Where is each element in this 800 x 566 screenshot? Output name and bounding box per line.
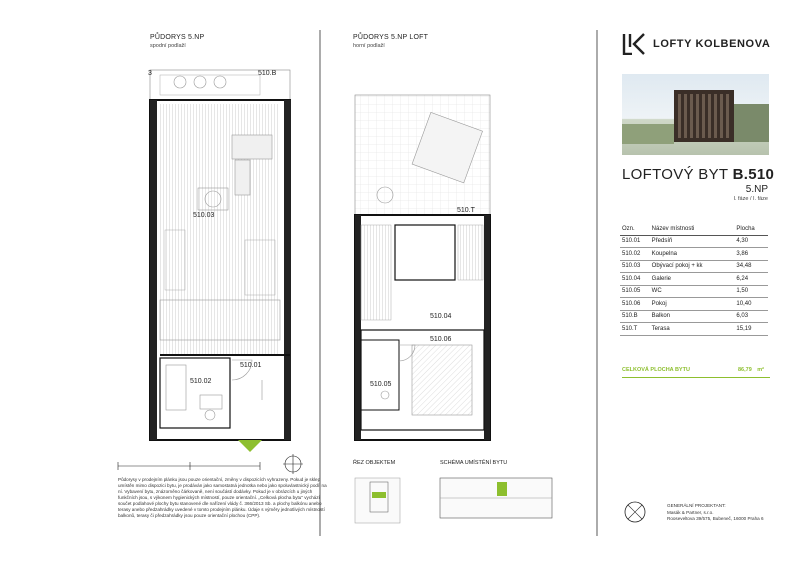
apartment-code: B.510 [732,166,775,183]
room-label-510b: 510.B [258,70,277,77]
room-label-51003: 510.03 [193,212,215,219]
cell-name: Koupelna [650,248,723,261]
table-row [620,260,768,273]
cell-area: 4,30 [722,235,768,248]
location-schema [440,478,552,518]
cell-area: 1,50 [722,285,768,298]
phase-a: I. fáze [733,196,749,202]
apartment-phase [733,196,768,202]
rooms-table-header [620,223,768,235]
plan-right-drawing [355,95,490,440]
designer-logo-icon [625,502,645,522]
north-arrow-icon [283,454,303,474]
cell-name: Předsíň [650,235,723,248]
rooms-table [620,223,768,336]
building-photo [622,74,769,155]
entrance-arrow [238,440,262,452]
apartment-title [622,166,774,183]
header-name: Název místnosti [650,223,723,235]
cell-code: 510.01 [620,235,650,248]
plan-left-title: PŮDORYS 5.NP [150,34,205,41]
total-value: 86,79 [738,367,752,373]
disclaimer-text: Půdorysy v prodejním plánku jsou pouze orientační, změny v dispozicích vyhrazeny. Pokud je sklep umístěn mimo dispozici bytu, je prodáván jako samostatná jednotka nebo jako spoluvlastnický podíl na ní. Vybavení bytu, znázorněno čárkovaně, není součástí dodávky. Pokud je v obrázcích u jiných funkčních jsou, s výkonem hygienických místností, pouze orientační. „Celková plocha bytu" vychází součet podlahové plochy bytu stanovené dle nařízení vlády č. 366/2013 Sb. a plochy balkónu anebo terasy anebo předzahrádky uvedené v tomto prodejním plánku. Údaje s výměry jednotlivých místností balkonů, terasy či předzahrádky jsou pouze orientační plochou (CPP). [118,477,327,518]
cell-code: 510.02 [620,248,650,261]
header-code: Ozn. [620,223,650,235]
cell-area: 10,40 [722,298,768,311]
designer-name: Masák & Partner, s.r.o. [667,509,714,515]
plan-left-subtitle: spodní podlaží [150,43,186,49]
location-heading: SCHÉMA UMÍSTĚNÍ BYTU [440,460,508,466]
room-label-51004: 510.04 [430,313,452,320]
table-row [620,235,768,248]
designer-address: Rooseveltova 39/575, Bubeneč, 16000 Praha 6 [667,516,764,521]
brand-logo [622,33,648,55]
designer-label: GENERÁLNÍ PROJEKTANT: [667,503,726,508]
cell-area: 6,03 [722,310,768,323]
cell-name: WC [650,285,723,298]
phase-separator: / [749,196,752,202]
brand-name: LOFTY KOLBENOVA [653,38,771,50]
total-area-label: CELKOVÁ PLOCHA BYTU [622,367,690,373]
cell-area: 34,48 [722,260,768,273]
plan-right-title: PŮDORYS 5.NP LOFT [353,34,429,41]
apartment-title-prefix: LOFTOVÝ BYT [622,166,729,183]
cell-code: 510.04 [620,273,650,286]
apartment-floor: 5.NP [745,184,768,195]
room-label-51006: 510.06 [430,336,452,343]
header-area: Plocha [722,223,768,235]
cell-code: 510.T [620,323,650,336]
cell-area: 3,86 [722,248,768,261]
room-label-51005: 510.05 [370,381,392,388]
plan-left-drawing [150,70,291,452]
plan-right-subtitle: horní podlaží [353,43,385,49]
table-row [620,248,768,261]
total-unit: m² [757,367,765,373]
cell-code: 510.05 [620,285,650,298]
cell-code: 510.06 [620,298,650,311]
cell-name: Terasa [650,323,723,336]
section-thumbnail [355,478,400,523]
phase-b: I. fáze [753,196,768,202]
table-row [620,273,768,286]
cell-area: 6,24 [722,273,768,286]
table-row [620,285,768,298]
scale-bar [118,462,260,470]
cell-name: Pokoj [650,298,723,311]
cell-name: Galerie [650,273,723,286]
section-heading: ŘEZ OBJEKTEM [353,460,396,466]
total-area-value [738,367,764,373]
section-marker: 3 [148,70,152,77]
room-label-51001: 510.01 [240,362,262,369]
cell-code: 510.B [620,310,650,323]
table-row [620,323,768,336]
room-label-510t: 510.T [457,207,475,214]
table-row [620,310,768,323]
total-divider [622,377,770,378]
cell-area: 15,19 [722,323,768,336]
lk-logo-icon [622,33,648,55]
designer-info [667,503,764,523]
table-row [620,298,768,311]
room-label-51002: 510.02 [190,378,212,385]
cell-code: 510.03 [620,260,650,273]
cell-name: Obývací pokoj + kk [650,260,723,273]
cell-name: Balkon [650,310,723,323]
